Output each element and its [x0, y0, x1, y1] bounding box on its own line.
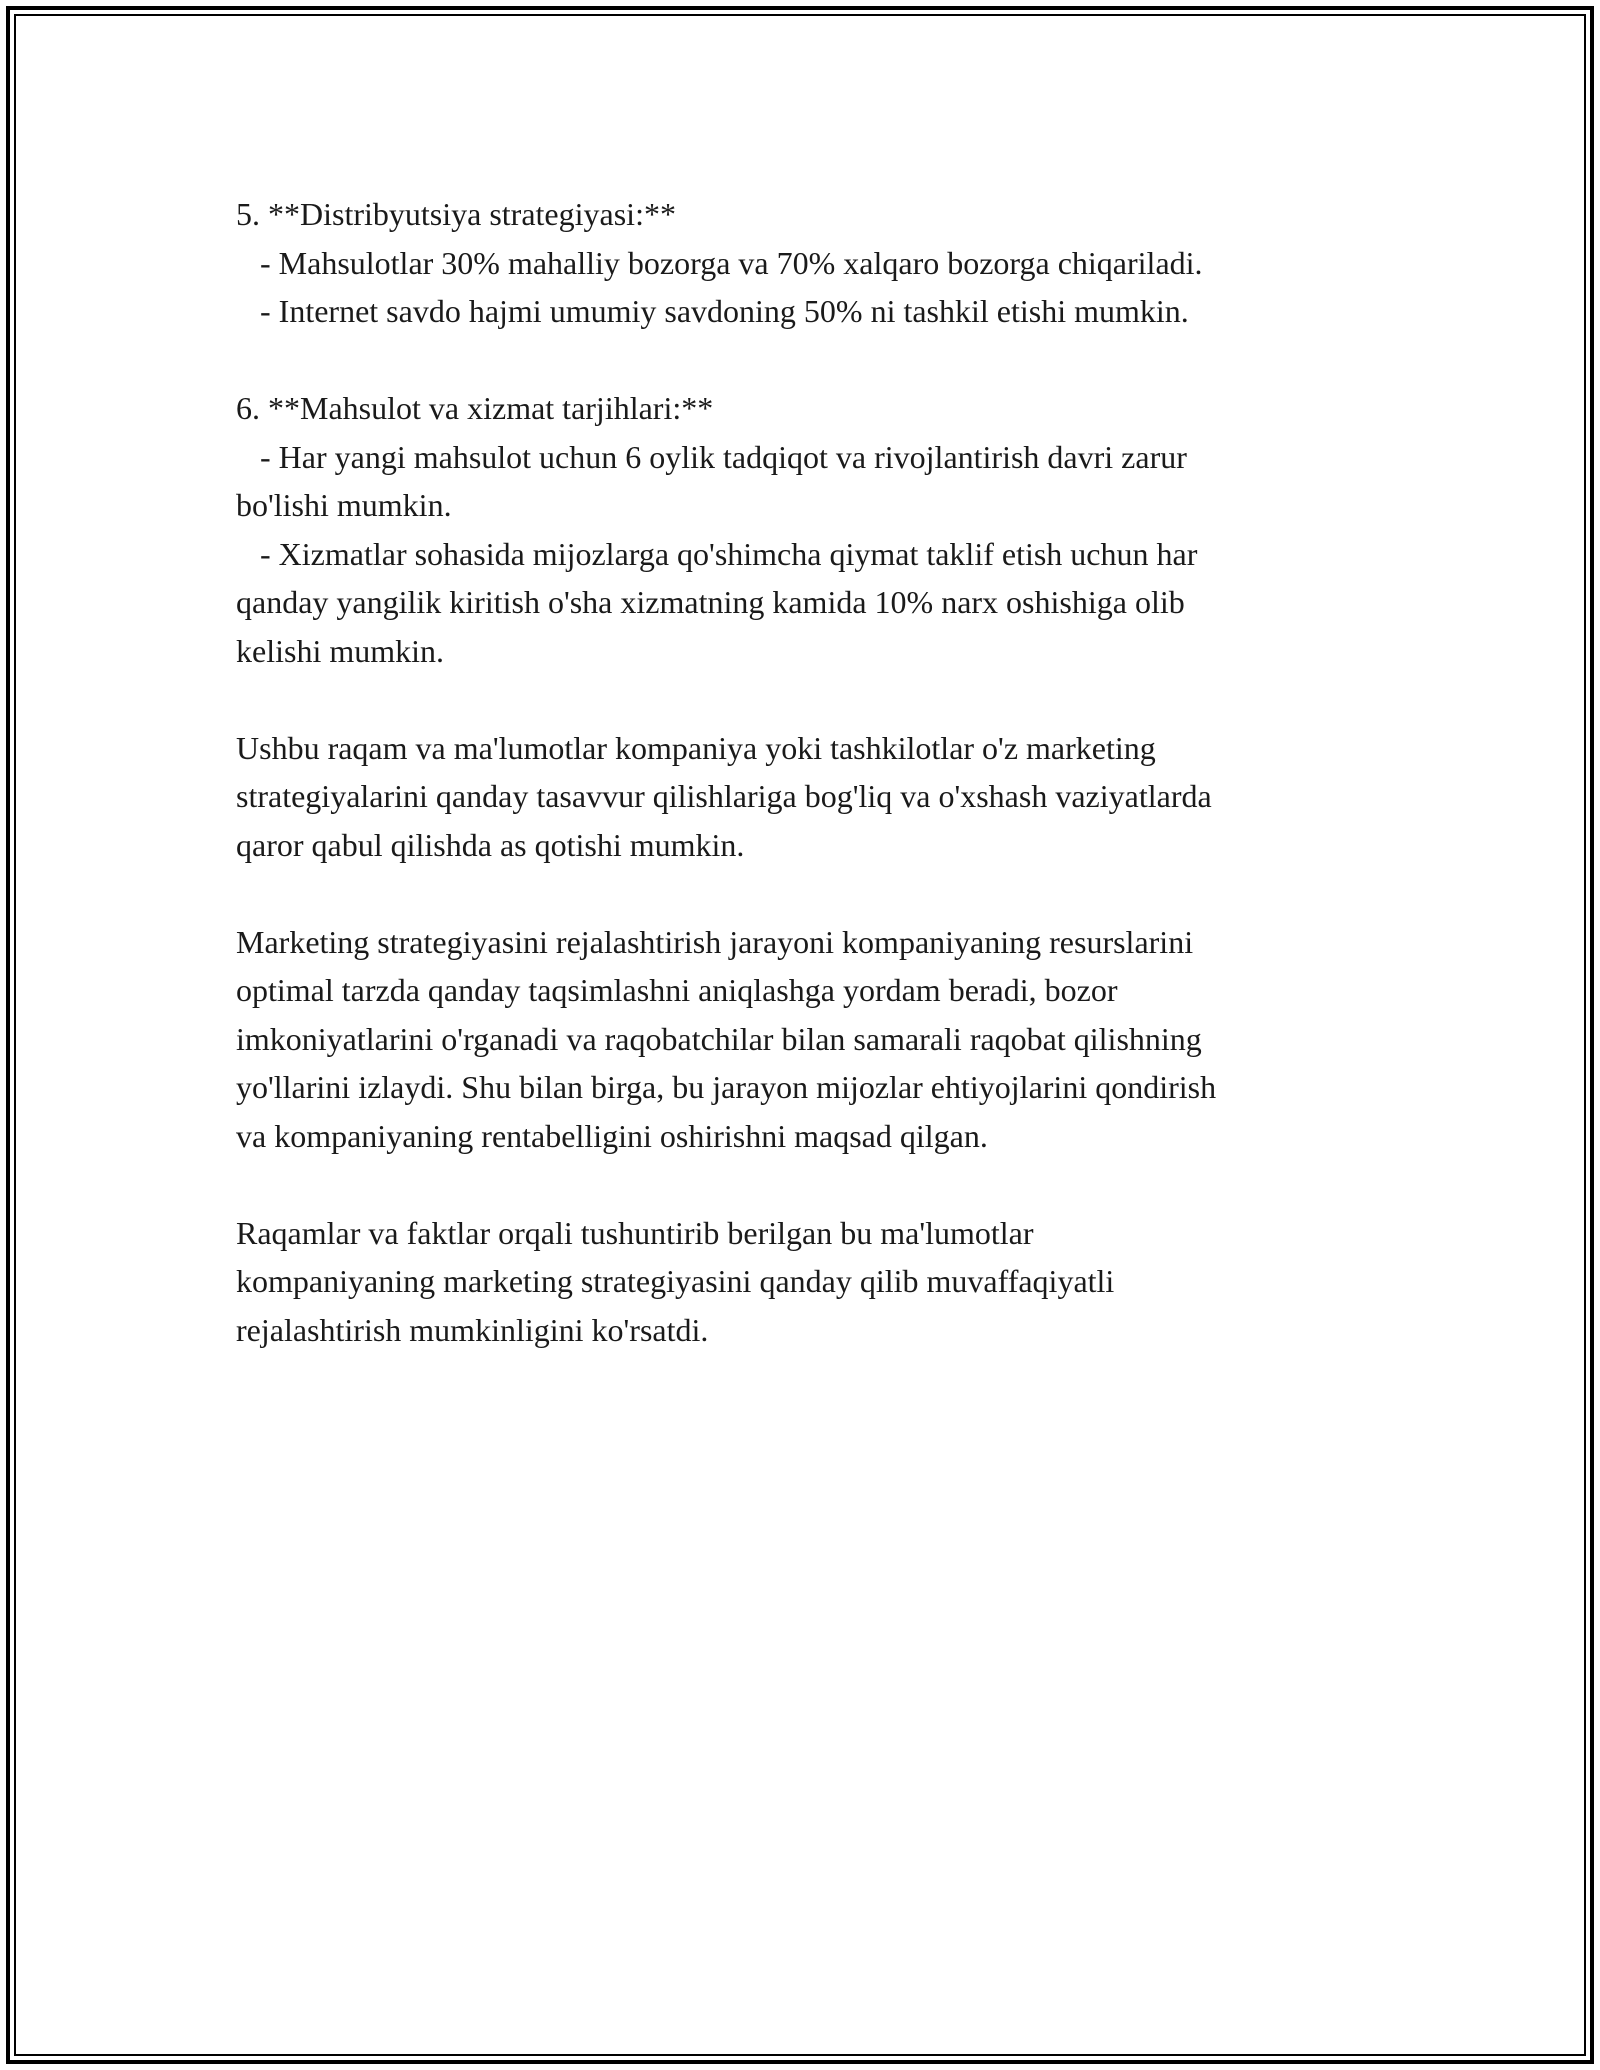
- document-body: [236, 190, 1386, 1354]
- paragraph-spacer: [236, 336, 1386, 385]
- paragraph-conclusion: [236, 1209, 1386, 1355]
- paragraph-line: strategiyalarini qanday tasavvur qilishlariga bog'liq va o'xshash vaziyatlarda: [236, 778, 1212, 814]
- list-item-line: - Har yangi mahsulot uchun 6 oylik tadqiqot va rivojlantirish davri zarur: [236, 438, 1187, 475]
- paragraph-line: imkoniyatlarini o'rganadi va raqobatchilar bilan samarali raqobat qilishning: [236, 1020, 1202, 1057]
- paragraph-data-summary: [236, 724, 1386, 870]
- list-item-line: kelishi mumkin.: [236, 632, 444, 669]
- list-item-line: qanday yangilik kiritish o'sha xizmatning kamida 10% narx oshishiga olib: [236, 584, 1185, 620]
- paragraph-line: qaror qabul qilishda as qotishi mumkin.: [236, 826, 745, 863]
- section-product-service-priorities: [236, 384, 1386, 675]
- paragraph-spacer: [236, 1160, 1386, 1209]
- list-item-line: - Xizmatlar sohasida mijozlarga qo'shimcha qiymat taklif etish uchun har: [236, 535, 1198, 572]
- section-distribution-strategy: [236, 190, 1386, 336]
- section-heading: 6. **Mahsulot va xizmat tarjihlari:**: [236, 390, 714, 426]
- paragraph-line: optimal tarzda qanday taqsimlashni aniqlashga yordam beradi, bozor: [236, 972, 1118, 1008]
- section-heading: 5. **Distribyutsiya strategiyasi:**: [236, 196, 676, 232]
- list-item: - Mahsulotlar 30% mahalliy bozorga va 70% xalqaro bozorga chiqariladi.: [236, 244, 1203, 281]
- paragraph-line: kompaniyaning marketing strategiyasini qanday qilib muvaffaqiyatli: [236, 1263, 1115, 1299]
- paragraph-line: va kompaniyaning rentabelligini oshirishni maqsad qilgan.: [236, 1117, 988, 1154]
- paragraph-line: Raqamlar va faktlar orqali tushuntirib berilgan bu ma'lumotlar: [236, 1214, 1034, 1251]
- paragraph-line: Ushbu raqam va ma'lumotlar kompaniya yoki tashkilotlar o'z marketing: [236, 729, 1156, 766]
- paragraph-line: rejalashtirish mumkinligini ko'rsatdi.: [236, 1311, 709, 1348]
- paragraph-line: Marketing strategiyasini rejalashtirish jarayoni kompaniyaning resurslarini: [236, 923, 1194, 960]
- paragraph-spacer: [236, 675, 1386, 724]
- paragraph-planning-process: [236, 918, 1386, 1161]
- list-item-line: bo'lishi mumkin.: [236, 487, 452, 523]
- paragraph-line: yo'llarini izlaydi. Shu bilan birga, bu jarayon mijozlar ehtiyojlarini qondirish: [236, 1069, 1217, 1105]
- paragraph-spacer: [236, 869, 1386, 918]
- list-item: - Internet savdo hajmi umumiy savdoning 50% ni tashkil etishi mumkin.: [236, 293, 1189, 329]
